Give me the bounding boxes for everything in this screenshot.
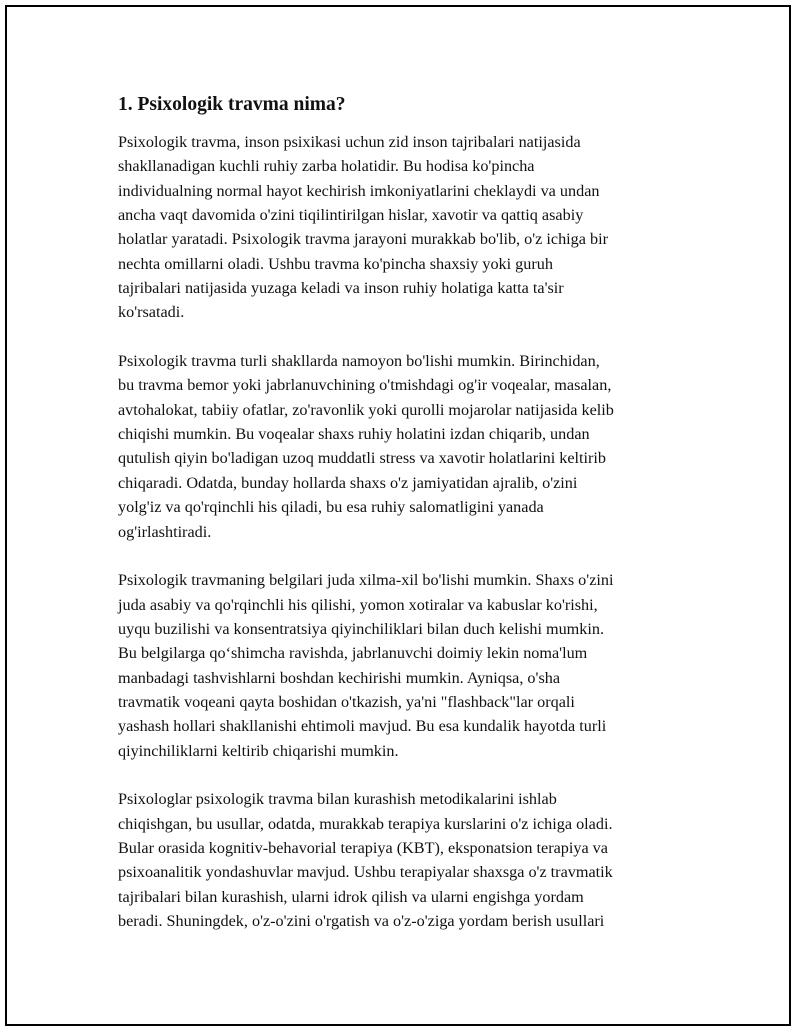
text-line: Psixologik travma, inson psixikasi uchun zid inson tajribalari natijasida [118,133,581,151]
text-line: holatlar yaratadi. Psixologik travma jarayoni murakkab bo'lib, o'z ichiga bir [118,230,608,249]
text-line: travmatik voqeani qayta boshidan o'tkazish, ya'ni "flashback"lar orqali [118,692,575,711]
text-line: qiyinchiliklarni keltirib chiqarishi mumkin. [118,741,399,760]
text-line: qutulish qiyin bo'ladigan uzoq muddatli stress va xavotir holatlarini keltirib [118,449,607,468]
text-line: Bular orasida kognitiv-behavorial terapiya (KBT), eksponatsion terapiya va [118,838,608,857]
paragraph [118,568,688,763]
text-line: yashash hollari shakllanishi ehtimoli mavjud. Bu esa kundalik hayotda turli [118,717,607,736]
text-line: tajribalari natijasida yuzaga keladi va inson ruhiy holatiga katta ta'sir [118,279,564,298]
paragraph [118,130,688,325]
text-line: chiqishgan, bu usullar, odatda, murakkab terapiya kurslarini o'z ichiga oladi. [118,814,613,833]
section-heading: 1. Psixologik travma nima? [118,94,346,115]
text-line: beradi. Shuningdek, o'z-o'zini o'rgatish va o'z-o'ziga yordam berish usullari [118,912,605,930]
text-line: bu travma bemor yoki jabrlanuvchining o'tmishdagi og'ir voqealar, masalan, [118,376,612,395]
text-line: chiqaradi. Odatda, bunday hollarda shaxs o'z jamiyatidan ajralib, o'zini [118,473,578,492]
text-line: psixoanalitik yondashuvlar mavjud. Ushbu terapiyalar shaxsga o'z travmatik [118,863,613,882]
text-line: juda asabiy va qo'rqinchli his qilishi, yomon xotiralar va kabuslar ko'rishi, [118,595,598,614]
text-line: manbadagi tashvishlarni boshdan kechirishi mumkin. Ayniqsa, o'sha [118,668,561,687]
text-line: Psixologik travma turli shakllarda namoyon bo'lishi mumkin. Birinchidan, [118,352,600,371]
text-line: individualning normal hayot kechirish imkoniyatlarini cheklaydi va undan [118,181,600,200]
text-line: Psixologlar psixologik travma bilan kurashish metodikalarini ishlab [118,790,557,809]
text-line: chiqishi mumkin. Bu voqealar shaxs ruhiy holatini izdan chiqarib, undan [118,425,590,444]
text-line: og'irlashtiradi. [118,522,212,541]
paragraph [118,787,688,933]
document-body [118,92,688,958]
text-line: Bu belgilarga qo‘shimcha ravishda, jabrlanuvchi doimiy lekin noma'lum [118,644,588,663]
text-line: uyqu buzilishi va konsentratsiya qiyinchiliklari bilan duch kelishi mumkin. [118,619,605,638]
text-line: ancha vaqt davomida o'zini tiqilintirilgan hislar, xavotir va qattiq asabiy [118,206,584,225]
text-line: Psixologik travmaning belgilari juda xilma-xil bo'lishi mumkin. Shaxs o'zini [118,571,614,590]
text-line: nechta omillarni oladi. Ushbu travma ko'pincha shaxsiy yoki guruh [118,254,553,273]
text-line: tajribalari bilan kurashish, ularni idrok qilish va ularni engishga yordam [118,887,584,906]
paragraph [118,349,688,544]
text-line: ko'rsatadi. [118,303,185,322]
text-line: shakllanadigan kuchli ruhiy zarba holatidir. Bu hodisa ko'pincha [118,157,535,176]
paragraph-list [118,130,688,933]
text-line: avtohalokat, tabiiy ofatlar, zo'ravonlik yoki qurolli mojarolar natijasida kelib [118,400,614,419]
text-line: yolg'iz va qo'rqinchli his qiladi, bu esa ruhiy salomatligini yanada [118,498,544,517]
